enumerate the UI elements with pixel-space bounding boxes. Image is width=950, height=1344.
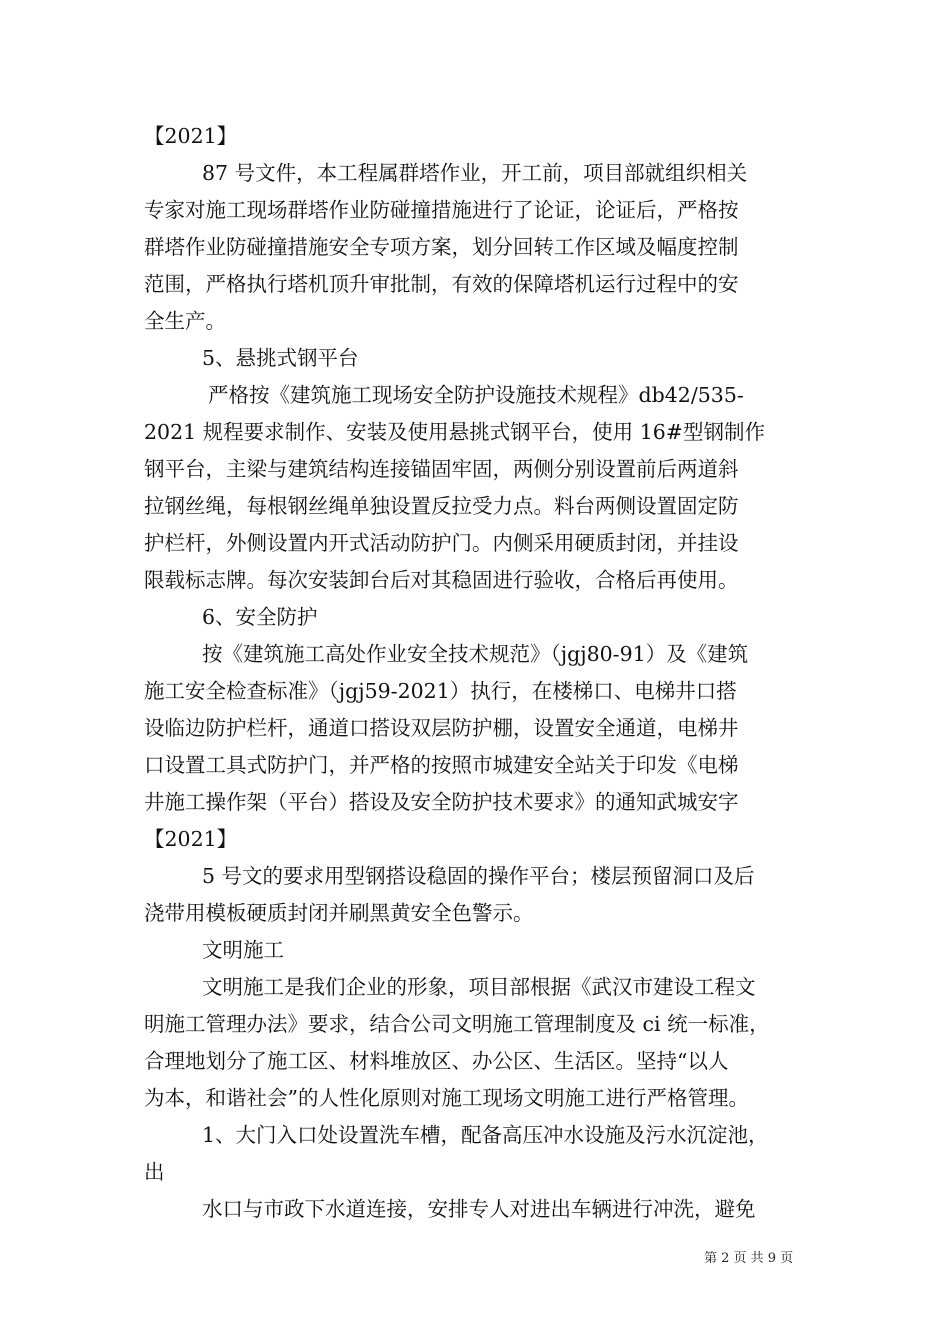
text-line: 严格按《建筑施工现场安全防护设施技术规程》db42/535- xyxy=(208,383,744,407)
text-line: 井施工操作架（平台）搭设及安全防护技术要求》的通知武城安字 xyxy=(144,790,739,814)
text-line: 87 号文件，本工程属群塔作业，开工前，项目部就组织相关 xyxy=(202,161,748,185)
text-line: 护栏杆，外侧设置内开式活动防护门。内侧采用硬质封闭，并挂设 xyxy=(144,531,739,555)
text-line: 明施工管理办法》要求，结合公司文明施工管理制度及 ci 统一标准， xyxy=(144,1012,770,1036)
document-body xyxy=(144,118,812,1228)
text-line: 全生产。 xyxy=(144,309,226,333)
text-line: 5 号文的要求用型钢搭设稳固的操作平台；楼层预留洞口及后 xyxy=(202,864,755,888)
text-line: 1、大门入口处设置洗车槽，配备高压冲水设施及污水沉淀池， xyxy=(202,1123,769,1147)
text-line: 文明施工是我们企业的形象，项目部根据《武汉市建设工程文 xyxy=(202,975,756,999)
text-line: 按《建筑施工高处作业安全技术规范》（jgj80-91）及《建筑 xyxy=(202,642,749,666)
text-line: 施工安全检查标准》（jgj59-2021）执行，在楼梯口、电梯井口搭 xyxy=(144,679,737,703)
page-number: 第 2 页 共 9 页 xyxy=(704,1251,794,1266)
section-heading: 文明施工 xyxy=(202,938,284,962)
text-line: 为本，和谐社会”的人性化原则对施工现场文明施工进行严格管理。 xyxy=(144,1086,749,1110)
section-heading: 6、安全防护 xyxy=(202,605,318,629)
text-line: 钢平台，主梁与建筑结构连接锚固牢固，两侧分别设置前后两道斜 xyxy=(144,457,739,481)
text-line: 2021 规程要求制作、安装及使用悬挑式钢平台，使用 16#型钢制作 xyxy=(144,420,765,444)
text-line: 出 xyxy=(144,1160,165,1184)
text-line: 合理地划分了施工区、材料堆放区、办公区、生活区。坚持“以人 xyxy=(144,1049,729,1073)
text-line: 限载标志牌。每次安装卸台后对其稳固进行验收，合格后再使用。 xyxy=(144,568,739,592)
text-line: 拉钢丝绳，每根钢丝绳单独设置反拉受力点。料台两侧设置固定防 xyxy=(144,494,739,518)
text-line: 群塔作业防碰撞措施安全专项方案，划分回转工作区域及幅度控制 xyxy=(144,235,739,259)
section-heading: 5、悬挑式钢平台 xyxy=(202,346,359,370)
text-line: 范围，严格执行塔机顶升审批制，有效的保障塔机运行过程中的安 xyxy=(144,272,739,296)
text-line: 【2021】 xyxy=(144,124,238,148)
text-line: 水口与市政下水道连接，安排专人对进出车辆进行冲洗，避免 xyxy=(202,1197,756,1221)
text-line: 口设置工具式防护门，并严格的按照市城建安全站关于印发《电梯 xyxy=(144,753,739,777)
text-line: 浇带用模板硬质封闭并刷黑黄安全色警示。 xyxy=(144,901,534,925)
text-line: 专家对施工现场群塔作业防碰撞措施进行了论证，论证后，严格按 xyxy=(144,198,739,222)
text-line: 【2021】 xyxy=(144,827,238,851)
text-line: 设临边防护栏杆，通道口搭设双层防护棚，设置安全通道，电梯井 xyxy=(144,716,739,740)
